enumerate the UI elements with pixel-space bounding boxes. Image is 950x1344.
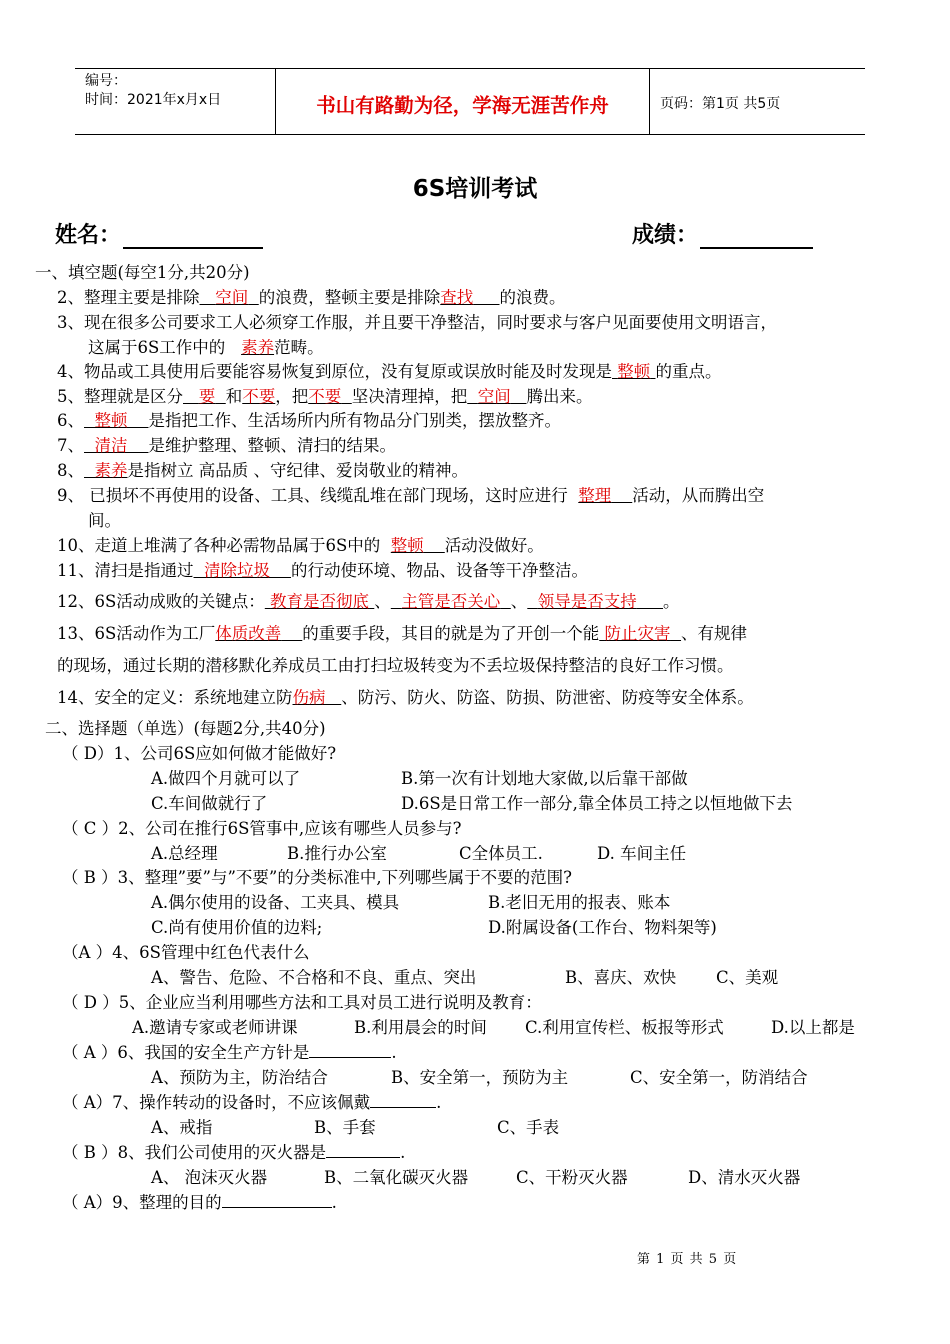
choice-question-4: （A ）4、6S管理中红色代表什么	[62, 943, 310, 962]
section-fill-title: 一、填空题(每空1分,共20分)	[35, 263, 250, 282]
choice-option: B、安全第一，预防为主	[391, 1068, 569, 1087]
choice-option: A.偶尔使用的设备、工夹具、模具	[151, 893, 400, 912]
fill-question-9-cont: 间。	[88, 511, 121, 530]
choice-option: C全体员工.	[459, 844, 543, 863]
answer-blank[interactable]: 不要	[308, 387, 342, 406]
choice-option: D.附属设备(工作台、物料架等)	[488, 918, 717, 937]
fill-question-10: 10、走道上堆满了各种必需物品属于6S中的 整顿 活动没做好。	[57, 536, 544, 555]
choice-option: C、干粉灭火器	[516, 1168, 628, 1187]
motto: 书山有路勤为径，学海无涯苦作舟	[276, 69, 650, 134]
choice-option: B.推行办公室	[287, 844, 387, 863]
choice-option: A.邀请专家或老师讲课	[132, 1018, 298, 1037]
name-label: 姓名：	[55, 223, 122, 248]
section-choice-title: 二、选择题（单选）(每题2分,共40分)	[45, 719, 326, 738]
page-label: 页码：第1页 共5页	[660, 95, 781, 112]
fill-question-4: 4、物品或工具使用后要能容易恢复到原位，没有复原或误放时能及时发现是 整顿 的重点。	[57, 362, 722, 381]
answer-blank[interactable]: 查找	[440, 288, 474, 307]
score-field	[632, 218, 813, 249]
answer-blank[interactable]: 素养	[94, 461, 128, 480]
choice-option: A、预防为主，防治结合	[151, 1068, 328, 1087]
choice-option: C.利用宣传栏、板报等形式	[525, 1018, 724, 1037]
choice-option: B.第一次有计划地大家做,以后靠干部做	[401, 769, 688, 788]
choice-option: B、喜庆、欢快	[565, 968, 677, 987]
fill-question-13-cont: 的现场，通过长期的潜移默化养成员工由打扫垃圾转变为不丢垃圾保持整洁的良好工作习惯。	[57, 656, 734, 675]
fill-question-5: 5、整理就是区分 要 和不要，把不要 坚决清理掉，把 空间 腾出来。	[57, 387, 593, 406]
answer-blank[interactable]: 教育是否彻底	[270, 592, 370, 611]
answer-blank[interactable]: 整理	[578, 486, 612, 505]
choice-option: D.6S是日常工作一部分,靠全体员工持之以恒地做下去	[401, 794, 793, 813]
choice-option: B.利用晨会的时间	[354, 1018, 487, 1037]
fill-question-2: 2、整理主要是排除 空间 的浪费，整顿主要是排除查找 的浪费。	[57, 288, 566, 307]
choice-question-6: （ A ）6、我国的安全生产方针是 .	[62, 1043, 397, 1062]
fill-question-6: 6、 整顿 是指把工作、生活场所内所有物品分门别类，摆放整齐。	[57, 411, 561, 430]
choice-question-7: （ A）7、操作转动的设备时，不应该佩戴 .	[62, 1093, 442, 1112]
answer-blank[interactable]: 不要	[242, 387, 276, 406]
choice-question-8: （ B ）8、我们公司使用的灭火器是 .	[62, 1143, 406, 1162]
choice-question-1: （ D）1、公司6S应如何做才能做好?	[62, 744, 337, 763]
choice-option: C.尚有使用价值的边料;	[151, 918, 323, 937]
fill-question-11: 11、清扫是指通过 清除垃圾 的行动使环境、物品、设备等干净整洁。	[57, 561, 588, 580]
choice-question-3: （ B ）3、整理”要”与”不要”的分类标准中,下列哪些属于不要的范围?	[62, 868, 572, 887]
fill-question-3: 3、现在很多公司要求工人必须穿工作服，并且要干净整洁，同时要求与客户见面要使用文明语言，	[57, 313, 777, 332]
page-footer: 第 1 页 共 5 页	[637, 1252, 738, 1267]
choice-option: D.以上都是	[771, 1018, 855, 1037]
answer-blank[interactable]: 伤病	[292, 688, 326, 707]
choice-option: B.老旧无用的报表、账本	[488, 893, 671, 912]
header-table	[75, 68, 865, 135]
choice-option: C、美观	[716, 968, 779, 987]
choice-question-9: （ A）9、整理的目的 .	[62, 1193, 337, 1212]
choice-option: D. 车间主任	[597, 844, 687, 863]
answer-blank[interactable]: 整顿	[390, 536, 424, 555]
choice-option: D、清水灭火器	[688, 1168, 801, 1187]
fill-question-9: 9、 已损坏不再使用的设备、工具、线缆乱堆在部门现场，这时应进行 整理 活动，从而腾出空	[57, 486, 765, 505]
choice-option: A.总经理	[151, 844, 218, 863]
answer-blank[interactable]: 空间	[477, 387, 511, 406]
code-label: 编号：	[85, 73, 127, 89]
choice-question-2: （ C ）2、公司在推行6S管事中,应该有哪些人员参与?	[62, 819, 462, 838]
answer-blank[interactable]: 防止灾害	[604, 624, 671, 643]
answer-blank[interactable]: 领导是否支持	[537, 592, 637, 611]
answer-blank[interactable]: 要	[198, 387, 216, 406]
header-left-cell	[75, 69, 276, 134]
choice-option: A、警告、危险、不合格和不良、重点、突出	[151, 968, 477, 987]
score-label: 成绩：	[632, 223, 699, 248]
fill-question-14: 14、安全的定义：系统地建立防伤病 、防污、防火、防盗、防损、防泄密、防疫等安全体系。	[57, 688, 754, 707]
name-blank[interactable]	[123, 225, 263, 249]
score-blank[interactable]	[700, 225, 813, 249]
answer-blank[interactable]: 主管是否关心	[401, 592, 501, 611]
answer-blank[interactable]: 整顿	[617, 362, 651, 381]
fill-question-13: 13、6S活动作为工厂体质改善 的重要手段，其目的就是为了开创一个能 防止灾害 、有规律	[57, 624, 748, 643]
answer-blank[interactable]: 素养	[241, 338, 275, 357]
answer-blank[interactable]: 空间	[215, 288, 249, 307]
choice-option: C.车间做就行了	[151, 794, 268, 813]
answer-blank[interactable]: 清除垃圾	[204, 561, 270, 580]
time-label: 时间：2021年x月x日	[85, 92, 222, 108]
answer-blank[interactable]: 整顿	[94, 411, 128, 430]
choice-option: A、 泡沫灭火器	[151, 1168, 268, 1187]
name-field	[55, 218, 263, 249]
choice-option: B、手套	[314, 1118, 376, 1137]
choice-option: A、戒指	[151, 1118, 213, 1137]
answer-blank[interactable]: 清洁	[94, 436, 128, 455]
choice-option: C、手表	[497, 1118, 560, 1137]
fill-question-7: 7、 清洁 是维护整理、整顿、清扫的结果。	[57, 436, 396, 455]
fill-question-3-cont: 这属于6S工作中的 素养范畴。	[88, 338, 324, 357]
choice-option: B、二氧化碳灭火器	[324, 1168, 469, 1187]
fill-question-8: 8、 素养是指树立 高品质 、守纪律、爱岗敬业的精神。	[57, 461, 468, 480]
page-title: 6S培训考试	[412, 176, 538, 202]
choice-option: A.做四个月就可以了	[151, 769, 301, 788]
answer-blank[interactable]: 体质改善	[215, 624, 282, 643]
choice-option: C、安全第一，防消结合	[630, 1068, 808, 1087]
fill-question-12: 12、6S活动成败的关键点： 教育是否彻底 、 主管是否关心 、 领导是否支持 。	[57, 592, 680, 611]
choice-question-5: （ D ）5、企业应当利用哪些方法和工具对员工进行说明及教育：	[62, 993, 542, 1012]
